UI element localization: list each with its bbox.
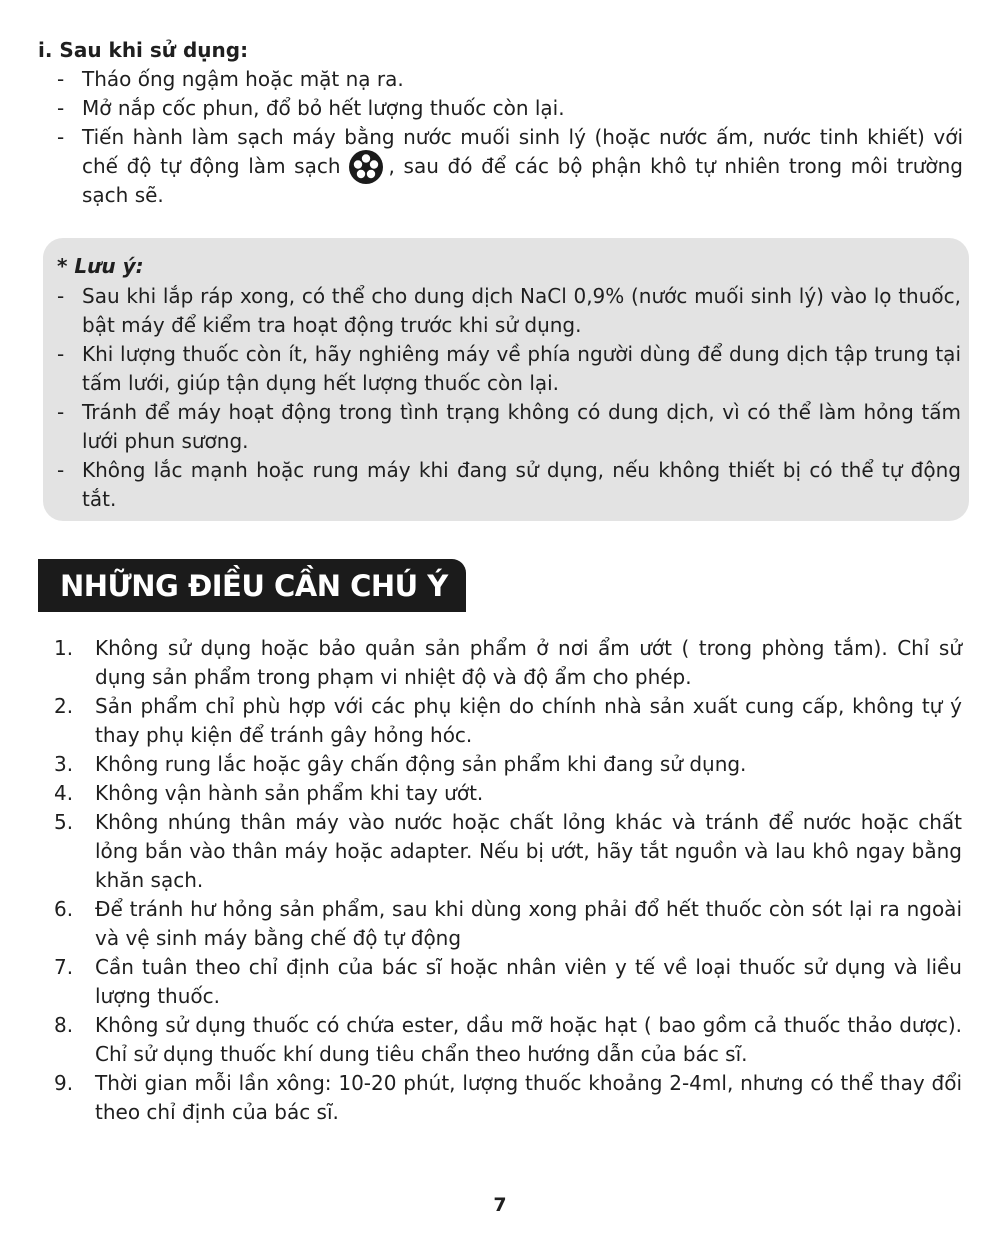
after-use-list <box>38 65 963 210</box>
list-item: - Mở nắp cốc phun, đổ bỏ hết lượng thuốc còn lại. <box>57 96 565 120</box>
cautions-section <box>54 634 962 1127</box>
list-item: 3. Không rung lắc hoặc gây chấn động sản phẩm khi đang sử dụng. <box>54 752 747 776</box>
cautions-list <box>54 634 962 1127</box>
list-item: - Khi lượng thuốc còn ít, hãy nghiêng máy về phía người dùng để dung dịch tập trung tại tấm lưới, giúp tận dụng hết lượng thuốc còn lại. <box>57 342 961 395</box>
list-item: 5. Không nhúng thân máy vào nước hoặc chất lỏng khác và tránh để nước hoặc chất lỏng bắn vào thân máy hoặc adapter. Nếu bị ướt, hãy tắt nguồn và lau khô ngay bằng khăn sạch. <box>54 810 962 892</box>
auto-clean-icon <box>347 148 385 186</box>
note-title: * Lưu ý: <box>57 254 144 278</box>
list-item: 9. Thời gian mỗi lần xông: 10-20 phút, lượng thuốc khoảng 2-4ml, nhưng có thể thay đổi theo chỉ định của bác sĩ. <box>54 1071 962 1124</box>
list-item: - Không lắc mạnh hoặc rung máy khi đang sử dụng, nếu không thiết bị có thể tự động tắt. <box>57 458 961 511</box>
list-item: - Sau khi lắp ráp xong, có thể cho dung dịch NaCl 0,9% (nước muối sinh lý) vào lọ thuốc, bật máy để kiểm tra hoạt động trước khi sử dụng. <box>57 284 961 337</box>
list-item: - Tránh để máy hoạt động trong tình trạng không có dung dịch, vì có thể làm hỏng tấm lưới phun sương. <box>57 400 961 453</box>
list-item: 1. Không sử dụng hoặc bảo quản sản phẩm ở nơi ẩm ướt ( trong phòng tắm). Chỉ sử dụng sản phẩm trong phạm vi nhiệt độ và độ ẩm cho phép. <box>54 636 962 689</box>
list-item: - Tháo ống ngậm hoặc mặt nạ ra. <box>57 67 404 91</box>
page-number: 7 <box>493 1194 507 1216</box>
after-use-heading: i. Sau khi sử dụng: <box>38 38 249 62</box>
section-title-banner: NHỮNG ĐIỀU CẦN CHÚ Ý <box>38 559 466 612</box>
list-item: 6. Để tránh hư hỏng sản phẩm, sau khi dùng xong phải đổ hết thuốc còn sót lại ra ngoài và vệ sinh máy bằng chế độ tự động <box>54 897 962 950</box>
note-box <box>43 238 969 521</box>
list-item: 4. Không vận hành sản phẩm khi tay ướt. <box>54 781 484 805</box>
list-item: 2. Sản phẩm chỉ phù hợp với các phụ kiện do chính nhà sản xuất cung cấp, không tự ý thay phụ kiện để tránh gây hỏng hóc. <box>54 694 962 747</box>
after-use-section <box>38 36 963 210</box>
list-item: 7. Cần tuân theo chỉ định của bác sĩ hoặc nhân viên y tế về loại thuốc sử dụng và liều lượng thuốc. <box>54 955 962 1008</box>
list-item: 8. Không sử dụng thuốc có chứa ester, dầu mỡ hoặc hạt ( bao gồm cả thuốc thảo dược). Chỉ sử dụng thuốc khí dung tiêu chẩn theo hướng dẫn của bác sĩ. <box>54 1013 962 1066</box>
note-list <box>57 282 961 514</box>
list-item: - Tiến hành làm sạch máy bằng nước muối sinh lý (hoặc nước ấm, nước tinh khiết) với chế độ tự động làm sạch , sau đó để các bộ phận khô tự nhiên trong môi trường sạch sẽ. <box>57 125 963 207</box>
